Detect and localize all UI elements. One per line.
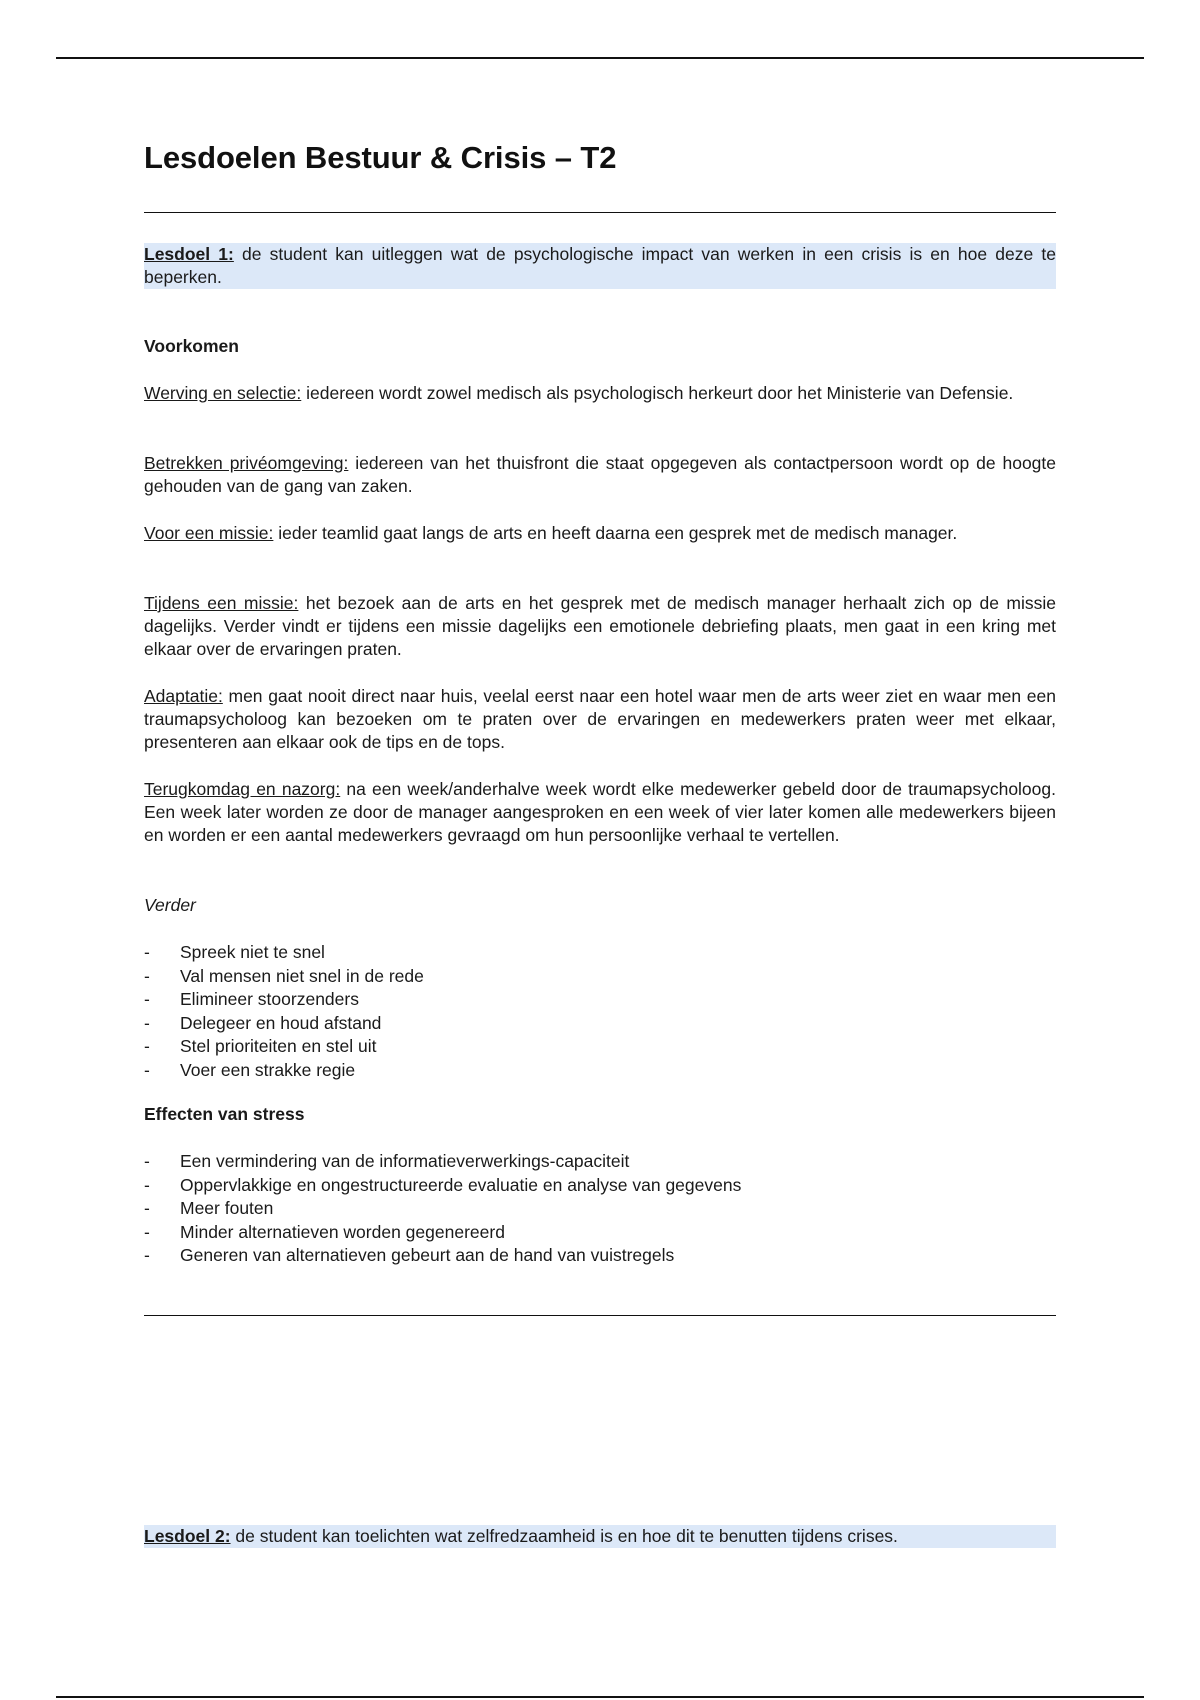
- bullet-dash: -: [144, 942, 150, 962]
- stress-effects-list: [144, 1150, 741, 1268]
- list-item: - Minder alternatieven worden gegenereerd: [144, 1221, 741, 1245]
- paragraph-label: Werving en selectie:: [144, 383, 302, 403]
- learning-goal-1-label: Lesdoel 1:: [144, 244, 234, 264]
- bullet-dash: -: [144, 965, 150, 986]
- list-item: - Voer een strakke regie: [144, 1059, 424, 1083]
- learning-goal-1-text: de student kan uitleggen wat de psychologische impact van werken in een crisis is en hoe deze te beperken.: [144, 244, 1056, 287]
- page-top-border: [56, 57, 1144, 59]
- list-item: - Stel prioriteiten en stel uit: [144, 1035, 424, 1059]
- further-list: [144, 941, 424, 1082]
- paragraph-text: na een week/anderhalve week wordt elke medewerker gebeld door de traumapsycholoog. Een week later worden ze door de manager aangesproken en een week of vier later komen alle medewerkers bijeen en worden er een aantal medewerkers gevraagd om hun persoonlijke verhaal te vertellen.: [144, 779, 1056, 845]
- prevention-paragraph: [144, 452, 1056, 498]
- bullet-dash: -: [144, 989, 150, 1009]
- bullet-dash: -: [144, 1059, 150, 1080]
- paragraph-text: men gaat nooit direct naar huis, veelal eerst naar een hotel waar men de arts weer ziet en waar men een traumapsycholoog kan bezoeken om te praten over de ervaringen en medewerkers praten weer met elkaar, presenteren aan elkaar ook de tips en de tops.: [144, 686, 1056, 752]
- paragraph-text: het bezoek aan de arts en het gesprek met de medisch manager herhaalt zich op de missie dagelijks. Verder vindt er tijdens een missie dagelijks een emotionele debriefing plaats, men gaat in een kring met elkaar over de ervaringen praten.: [144, 593, 1056, 659]
- prevention-paragraph: [144, 382, 1056, 405]
- list-item: - Een vermindering van de informatieverwerkings-capaciteit: [144, 1150, 741, 1174]
- list-item: - Delegeer en houd afstand: [144, 1012, 424, 1036]
- prevention-paragraph: [144, 778, 1056, 847]
- paragraph-label: Betrekken privéomgeving:: [144, 453, 349, 473]
- list-item: - Meer fouten: [144, 1197, 741, 1221]
- bullet-dash: -: [144, 1245, 150, 1265]
- prevention-paragraph: [144, 685, 1056, 754]
- list-item: - Oppervlakkige en ongestructureerde evaluatie en analyse van gegevens: [144, 1174, 741, 1198]
- bullet-dash: -: [144, 1174, 150, 1195]
- page-bottom-border: [56, 1696, 1144, 1698]
- learning-goal-1: [144, 243, 1056, 289]
- list-item: - Generen van alternatieven gebeurt aan de hand van vuistregels: [144, 1244, 741, 1268]
- list-item: - Elimineer stoorzenders: [144, 988, 424, 1012]
- bullet-dash: -: [144, 1151, 150, 1171]
- section-divider: [144, 1315, 1056, 1316]
- stress-effects-heading: Effecten van stress: [144, 1104, 305, 1124]
- bullet-dash: -: [144, 1221, 150, 1242]
- paragraph-label: Adaptatie:: [144, 686, 223, 706]
- further-heading: Verder: [144, 895, 196, 915]
- bullet-dash: -: [144, 1012, 150, 1033]
- document-title: Lesdoelen Bestuur & Crisis – T2: [144, 140, 617, 175]
- prevention-paragraph: [144, 592, 1056, 661]
- prevention-heading: Voorkomen: [144, 336, 239, 356]
- learning-goal-2: [144, 1525, 1056, 1548]
- bullet-dash: -: [144, 1036, 150, 1056]
- paragraph-label: Voor een missie:: [144, 523, 274, 543]
- title-divider: [144, 212, 1056, 213]
- paragraph-label: Tijdens een missie:: [144, 593, 299, 613]
- paragraph-text: iedereen van het thuisfront die staat opgegeven als contactpersoon wordt op de hoogte gehouden van de gang van zaken.: [144, 453, 1057, 496]
- bullet-dash: -: [144, 1198, 150, 1218]
- paragraph-text: iedereen wordt zowel medisch als psychologisch herkeurt door het Ministerie van Defensie.: [301, 383, 1014, 403]
- learning-goal-2-text: de student kan toelichten wat zelfredzaamheid is en hoe dit te benutten tijdens crises.: [230, 1526, 898, 1546]
- learning-goal-2-label: Lesdoel 2:: [144, 1526, 231, 1546]
- paragraph-label: Terugkomdag en nazorg:: [144, 779, 341, 799]
- prevention-paragraph: [144, 522, 1056, 545]
- list-item: - Val mensen niet snel in de rede: [144, 965, 424, 989]
- paragraph-text: ieder teamlid gaat langs de arts en heeft daarna een gesprek met de medisch manager.: [273, 523, 958, 543]
- list-item: - Spreek niet te snel: [144, 941, 424, 965]
